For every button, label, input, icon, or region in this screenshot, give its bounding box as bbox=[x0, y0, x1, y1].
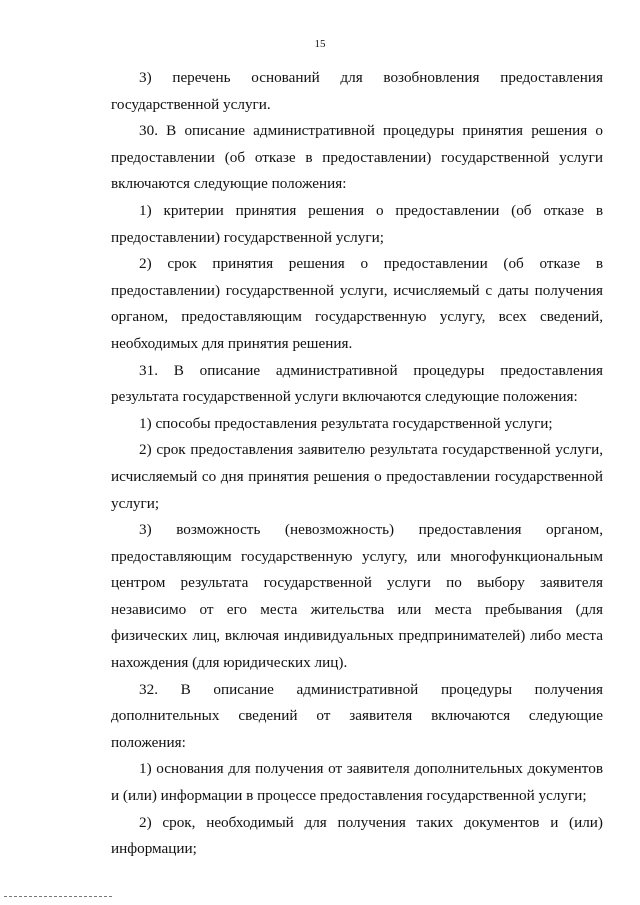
paragraph-7: 2) срок предоставления заявителю результата государственной услуги, исчисляемый со дня принятия решения о предоставлении государственной услуги; bbox=[111, 441, 603, 512]
paragraph-4: 2) срок принятия решения о предоставлении (об отказе в предоставлении) государственной услуги, исчисляемый с даты получения органом, предоставляющим государственную услугу, всех сведений, необходимых для принятия решения. bbox=[111, 255, 603, 352]
paragraph-8: 3) возможность (невозможность) предоставления органом, предоставляющим государственную услугу, или многофункциональным центром результата государственной услуги по выбору заявителя независимо от его места жительства или места пребывания (для физических лиц, включая индивидуальных предпринимателей) либо места нахождения (для юридических лиц). bbox=[111, 521, 603, 672]
page-number: 15 bbox=[314, 38, 326, 50]
paragraph-3: 1) критерии принятия решения о предоставлении (об отказе в предоставлении) государственной услуги; bbox=[111, 201, 603, 246]
paragraph-11: 2) срок, необходимый для получения таких документов и (или) информации; bbox=[111, 813, 603, 858]
paragraph-5: 31. В описание административной процедуры предоставления результата государственной услуги включаются следующие положения: bbox=[111, 361, 603, 406]
paragraph-10: 1) основания для получения от заявителя дополнительных документов и (или) информации в процессе предоставления государственной услуги; bbox=[111, 760, 603, 805]
paragraph-2: 30. В описание административной процедуры принятия решения о предоставлении (об отказе в предоставлении) государственной услуги включаются следующие положения: bbox=[111, 122, 603, 193]
paragraph-6: 1) способы предоставления результата государственной услуги; bbox=[139, 414, 553, 432]
footer-dashed-line bbox=[4, 896, 112, 898]
paragraph-9: 32. В описание административной процедуры получения дополнительных сведений от заявителя включаются следующие положения: bbox=[111, 680, 603, 751]
document-body bbox=[111, 65, 603, 863]
paragraph-1: 3) перечень оснований для возобновления предоставления государственной услуги. bbox=[111, 69, 603, 113]
